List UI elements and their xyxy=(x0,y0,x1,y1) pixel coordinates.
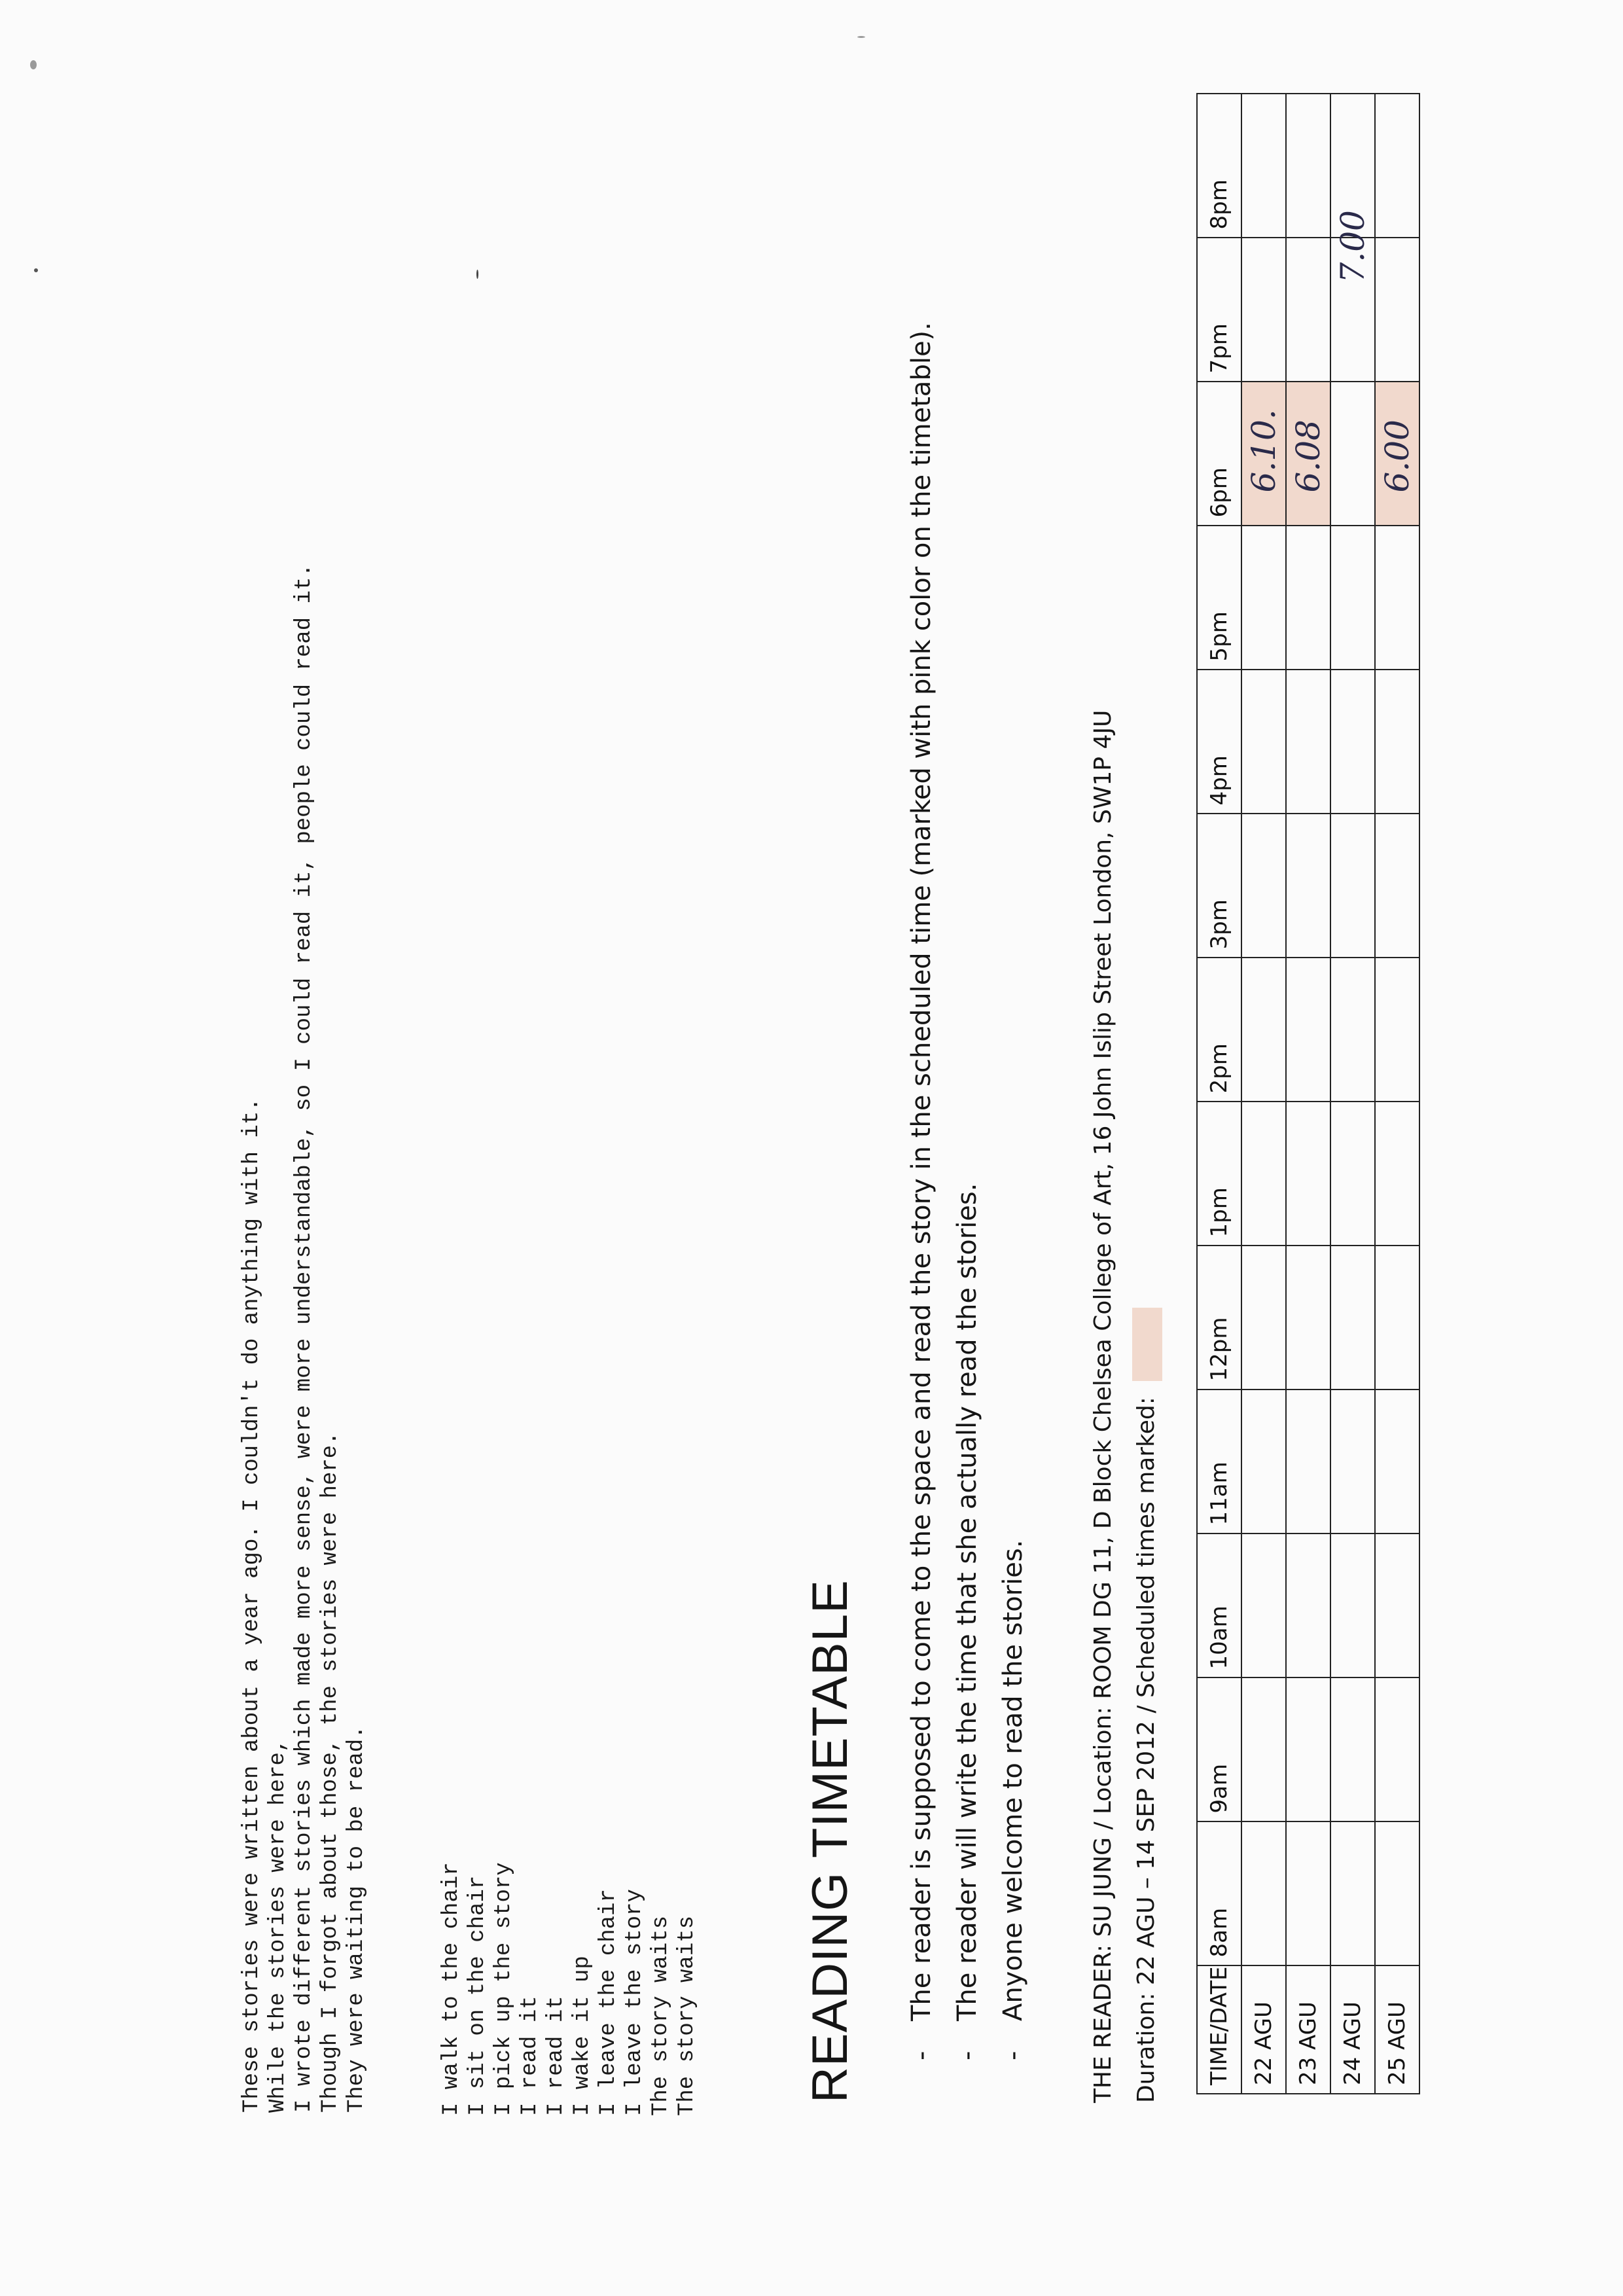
time-slot-cell xyxy=(1241,1677,1286,1821)
hour-header: 8pm xyxy=(1197,94,1241,238)
instruction-bullet xyxy=(952,1183,982,2060)
time-slot-cell xyxy=(1330,94,1375,238)
hour-header: 7pm xyxy=(1197,238,1241,382)
date-cell: 25 AGU xyxy=(1375,1965,1419,2094)
time-slot-cell xyxy=(1330,814,1375,958)
date-cell: 24 AGU xyxy=(1330,1965,1375,2094)
bullet-text: Anyone welcome to read the stories. xyxy=(998,1539,1028,2021)
time-slot-cell xyxy=(1286,814,1330,958)
time-slot-cell xyxy=(1286,1534,1330,1677)
handwritten-time: 6.10. xyxy=(1245,409,1283,493)
hour-header: 8am xyxy=(1197,1821,1241,1965)
time-slot-cell xyxy=(1241,1821,1286,1965)
hour-header: 11am xyxy=(1197,1390,1241,1534)
handwritten-time: 6.08 xyxy=(1289,420,1327,493)
intro-line: Though I forgot about those, the stories were here. xyxy=(318,1431,343,2113)
time-slot-cell xyxy=(1375,1534,1419,1677)
duration-text: Duration: 22 AGU – 14 SEP 2012 / Scheduled times marked: xyxy=(1133,1397,1160,2103)
hour-header: 10am xyxy=(1197,1534,1241,1677)
action-line: I leave the story xyxy=(622,1889,647,2116)
time-slot-cell xyxy=(1330,1102,1375,1246)
table-row xyxy=(1330,94,1375,2094)
instruction-bullet xyxy=(998,1540,1028,2060)
page-title: READING TIMETABLE xyxy=(802,1579,858,2103)
intro-line: I wrote different stories which made more sense, were more understandable, so I could read it, people could read it. xyxy=(292,564,317,2113)
time-slot-cell xyxy=(1330,1534,1375,1677)
instruction-bullet xyxy=(906,322,936,2060)
hour-header: 9am xyxy=(1197,1677,1241,1821)
hour-header: 4pm xyxy=(1197,670,1241,814)
action-line: I read it xyxy=(518,1996,543,2116)
time-slot-cell xyxy=(1286,670,1330,814)
time-slot-cell xyxy=(1330,1677,1375,1821)
time-slot-cell xyxy=(1375,94,1419,238)
time-slot-cell xyxy=(1330,1821,1375,1965)
time-slot-cell xyxy=(1286,1246,1330,1390)
bullet-dash: - xyxy=(906,2051,936,2060)
time-slot-cell xyxy=(1330,382,1375,526)
hour-header: 12pm xyxy=(1197,1246,1241,1390)
reader-location-line: THE READER: SU JUNG / Location: ROOM DG 11, D Block Chelsea College of Art, 16 John Islip Street London, SW1P 4JU xyxy=(1090,709,1116,2103)
time-slot-cell xyxy=(1241,238,1286,382)
scheduled-color-swatch xyxy=(1132,1308,1162,1381)
hour-header: 6pm xyxy=(1197,382,1241,526)
time-slot-cell xyxy=(1286,238,1330,382)
time-slot-cell xyxy=(1241,1246,1286,1390)
table-row xyxy=(1375,94,1419,2094)
action-line: I wake it up xyxy=(570,1956,595,2116)
action-line: The story waits xyxy=(675,1915,700,2116)
intro-line: While the stories were here, xyxy=(266,1738,291,2113)
date-cell: 22 AGU xyxy=(1241,1965,1286,2094)
time-slot-cell xyxy=(1330,1246,1375,1390)
table-row xyxy=(1286,94,1330,2094)
bullet-text: The reader will write the time that she actually read the stories. xyxy=(952,1183,982,2021)
intro-line: They were waiting to be read. xyxy=(344,1725,369,2113)
time-slot-cell xyxy=(1241,670,1286,814)
time-slot-cell xyxy=(1286,526,1330,670)
action-line: I read it xyxy=(544,1996,569,2116)
hour-header: 2pm xyxy=(1197,958,1241,1102)
time-slot-cell xyxy=(1241,382,1286,526)
date-cell: 23 AGU xyxy=(1286,1965,1330,2094)
action-line: I sit on the chair xyxy=(465,1875,490,2116)
reading-timetable xyxy=(1196,93,1420,2094)
time-slot-cell xyxy=(1330,526,1375,670)
time-slot-cell xyxy=(1330,670,1375,814)
action-list xyxy=(438,1862,700,2116)
action-line: I walk to the chair xyxy=(439,1862,464,2116)
time-slot-cell xyxy=(1241,958,1286,1102)
timetable-header-row xyxy=(1197,94,1241,2094)
time-slot-cell xyxy=(1375,1102,1419,1246)
time-slot-cell xyxy=(1375,1677,1419,1821)
time-slot-cell xyxy=(1241,814,1286,958)
hour-header: 1pm xyxy=(1197,1102,1241,1246)
hour-header: 3pm xyxy=(1197,814,1241,958)
bullet-dash: - xyxy=(952,2051,982,2060)
table-row xyxy=(1241,94,1286,2094)
bullet-dash: - xyxy=(998,2051,1028,2060)
time-slot-cell xyxy=(1241,526,1286,670)
bullet-text: The reader is supposed to come to the space and read the story in the scheduled time (marked with pink color on the timetable). xyxy=(906,322,936,2021)
time-slot-cell xyxy=(1330,958,1375,1102)
time-slot-cell xyxy=(1241,1102,1286,1246)
time-slot-cell xyxy=(1375,1246,1419,1390)
corner-header: TIME/DATE xyxy=(1197,1965,1241,2094)
handwritten-time: 6.00 xyxy=(1378,420,1416,493)
action-line: I pick up the story xyxy=(491,1862,516,2116)
intro-line: These stories were written about a year ago. I couldn't do anything with it. xyxy=(240,1098,264,2113)
time-slot-cell xyxy=(1286,1677,1330,1821)
time-slot-cell xyxy=(1375,1390,1419,1534)
time-slot-cell xyxy=(1375,958,1419,1102)
time-slot-cell xyxy=(1375,382,1419,526)
time-slot-cell xyxy=(1241,1534,1286,1677)
intro-text xyxy=(239,564,370,2113)
time-slot-cell xyxy=(1286,382,1330,526)
time-slot-cell xyxy=(1241,94,1286,238)
time-slot-cell xyxy=(1241,1390,1286,1534)
time-slot-cell xyxy=(1375,238,1419,382)
duration-line xyxy=(1132,1308,1162,2103)
action-line: The story waits xyxy=(649,1915,673,2116)
time-slot-cell xyxy=(1286,958,1330,1102)
time-slot-cell xyxy=(1375,1821,1419,1965)
time-slot-cell xyxy=(1375,670,1419,814)
action-line: I leave the chair xyxy=(596,1889,621,2116)
time-slot-cell xyxy=(1286,1821,1330,1965)
time-slot-cell xyxy=(1375,526,1419,670)
time-slot-cell xyxy=(1286,1390,1330,1534)
time-slot-cell xyxy=(1286,94,1330,238)
time-slot-cell xyxy=(1330,210,1375,382)
handwritten-time: 7.00 xyxy=(1334,210,1372,283)
time-slot-cell xyxy=(1286,1102,1330,1246)
time-slot-cell xyxy=(1330,1390,1375,1534)
hour-header: 5pm xyxy=(1197,526,1241,670)
time-slot-cell xyxy=(1375,814,1419,958)
